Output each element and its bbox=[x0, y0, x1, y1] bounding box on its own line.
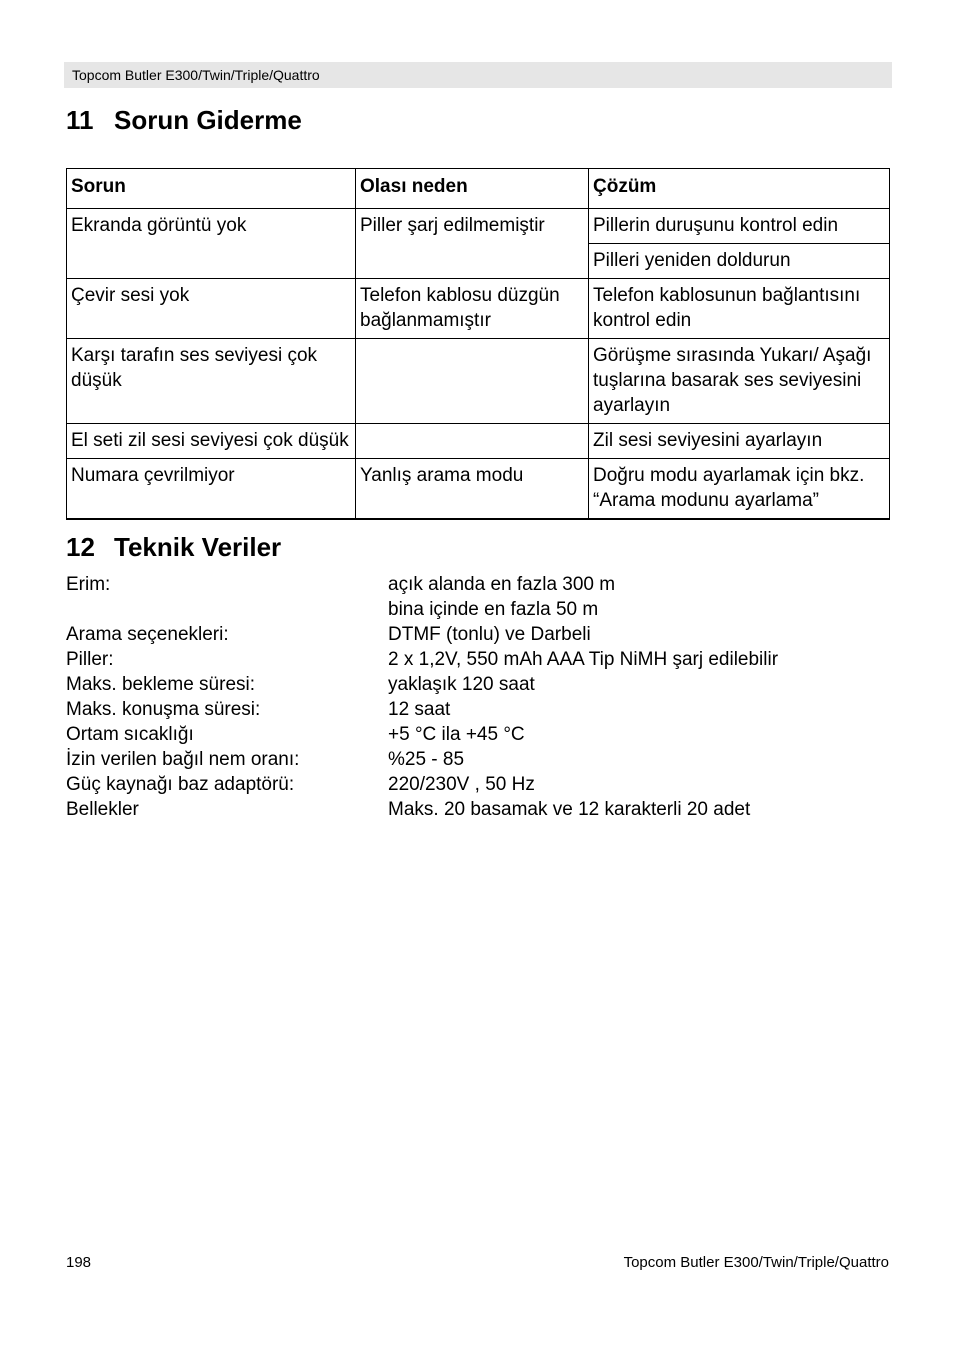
running-header-title: Topcom Butler E300/Twin/Triple/Quattro bbox=[72, 67, 320, 83]
spec-value: Maks. 20 basamak ve 12 karakterli 20 adet bbox=[388, 799, 751, 820]
section-heading-technical-data bbox=[66, 532, 281, 562]
spec-value: 12 saat bbox=[388, 699, 451, 720]
spec-row bbox=[66, 672, 778, 697]
spec-row bbox=[66, 797, 778, 822]
spec-label: Bellekler bbox=[66, 799, 139, 820]
spec-row bbox=[66, 647, 778, 672]
table-row bbox=[67, 279, 890, 339]
spec-value: DTMF (tonlu) ve Darbeli bbox=[388, 624, 591, 645]
spec-label: Maks. bekleme süresi: bbox=[66, 674, 256, 695]
spec-row bbox=[66, 747, 778, 772]
column-header-problem: Sorun bbox=[67, 169, 356, 209]
spec-value: 220/230V , 50 Hz bbox=[388, 774, 535, 795]
spec-label: Arama seçenekleri: bbox=[66, 624, 229, 645]
section-number: 11 bbox=[66, 105, 94, 135]
spec-label: Ortam sıcaklığı bbox=[66, 724, 194, 745]
section-title: Sorun Giderme bbox=[114, 105, 302, 135]
cause-cell: Piller şarj edilmemiştir bbox=[356, 209, 589, 279]
footer-title: Topcom Butler E300/Twin/Triple/Quattro bbox=[623, 1254, 889, 1271]
column-header-solution: Çözüm bbox=[589, 169, 890, 209]
problem-cell: Çevir sesi yok bbox=[67, 279, 356, 339]
problem-cell: Ekranda görüntü yok bbox=[67, 209, 356, 279]
troubleshooting-table bbox=[66, 168, 890, 520]
column-header-cause: Olası neden bbox=[356, 169, 589, 209]
spec-label: Güç kaynağı baz adaptörü: bbox=[66, 774, 295, 795]
section-heading-troubleshooting bbox=[66, 105, 302, 135]
spec-label bbox=[66, 597, 388, 622]
spec-label: Piller: bbox=[66, 649, 114, 670]
section-title: Teknik Veriler bbox=[114, 532, 282, 562]
spec-row bbox=[66, 622, 778, 647]
cause-cell bbox=[356, 424, 589, 459]
spec-label: İzin verilen bağıl nem oranı: bbox=[66, 749, 300, 770]
spec-value: açık alanda en fazla 300 m bbox=[388, 574, 616, 595]
spec-value: +5 °C ila +45 °C bbox=[388, 724, 525, 745]
spec-label: Maks. konuşma süresi: bbox=[66, 699, 261, 720]
problem-cell: Numara çevrilmiyor bbox=[67, 459, 356, 520]
table-row bbox=[67, 424, 890, 459]
cause-cell: Yanlış arama modu bbox=[356, 459, 589, 520]
spec-row bbox=[66, 597, 778, 622]
solution-cell: Pillerin duruşunu kontrol edin bbox=[589, 209, 890, 244]
problem-cell: El seti zil sesi seviyesi çok düşük bbox=[67, 424, 356, 459]
table-row bbox=[67, 339, 890, 424]
solution-cell: Görüşme sırasında Yukarı/ Aşağı tuşlarına basarak ses seviyesini ayarlayın bbox=[589, 339, 890, 424]
running-header bbox=[64, 62, 892, 88]
spec-value: 2 x 1,2V, 550 mAh AAA Tip NiMH şarj edilebilir bbox=[388, 649, 779, 670]
problem-cell: Karşı tarafın ses seviyesi çok düşük bbox=[67, 339, 356, 424]
spec-row bbox=[66, 697, 778, 722]
solution-cell: Zil sesi seviyesini ayarlayın bbox=[589, 424, 890, 459]
spec-row bbox=[66, 722, 778, 747]
table-header-row bbox=[67, 169, 890, 209]
page-number: 198 bbox=[66, 1254, 92, 1271]
section-number: 12 bbox=[66, 532, 95, 562]
solution-cell: Doğru modu ayarlamak için bkz. “Arama modunu ayarlama” bbox=[589, 459, 890, 520]
cause-cell bbox=[356, 339, 589, 424]
solution-cell: Telefon kablosunun bağlantısını kontrol edin bbox=[589, 279, 890, 339]
spec-label: Erim: bbox=[66, 574, 111, 595]
technical-specs-list bbox=[66, 572, 778, 822]
spec-row bbox=[66, 572, 778, 597]
table-row bbox=[67, 209, 890, 244]
solution-cell: Pilleri yeniden doldurun bbox=[589, 244, 890, 279]
table-row bbox=[67, 459, 890, 520]
spec-row bbox=[66, 772, 778, 797]
cause-cell: Telefon kablosu düzgün bağlanmamıştır bbox=[356, 279, 589, 339]
spec-value: yaklaşık 120 saat bbox=[388, 674, 535, 695]
spec-value: %25 - 85 bbox=[388, 749, 465, 770]
spec-value: bina içinde en fazla 50 m bbox=[388, 599, 599, 620]
